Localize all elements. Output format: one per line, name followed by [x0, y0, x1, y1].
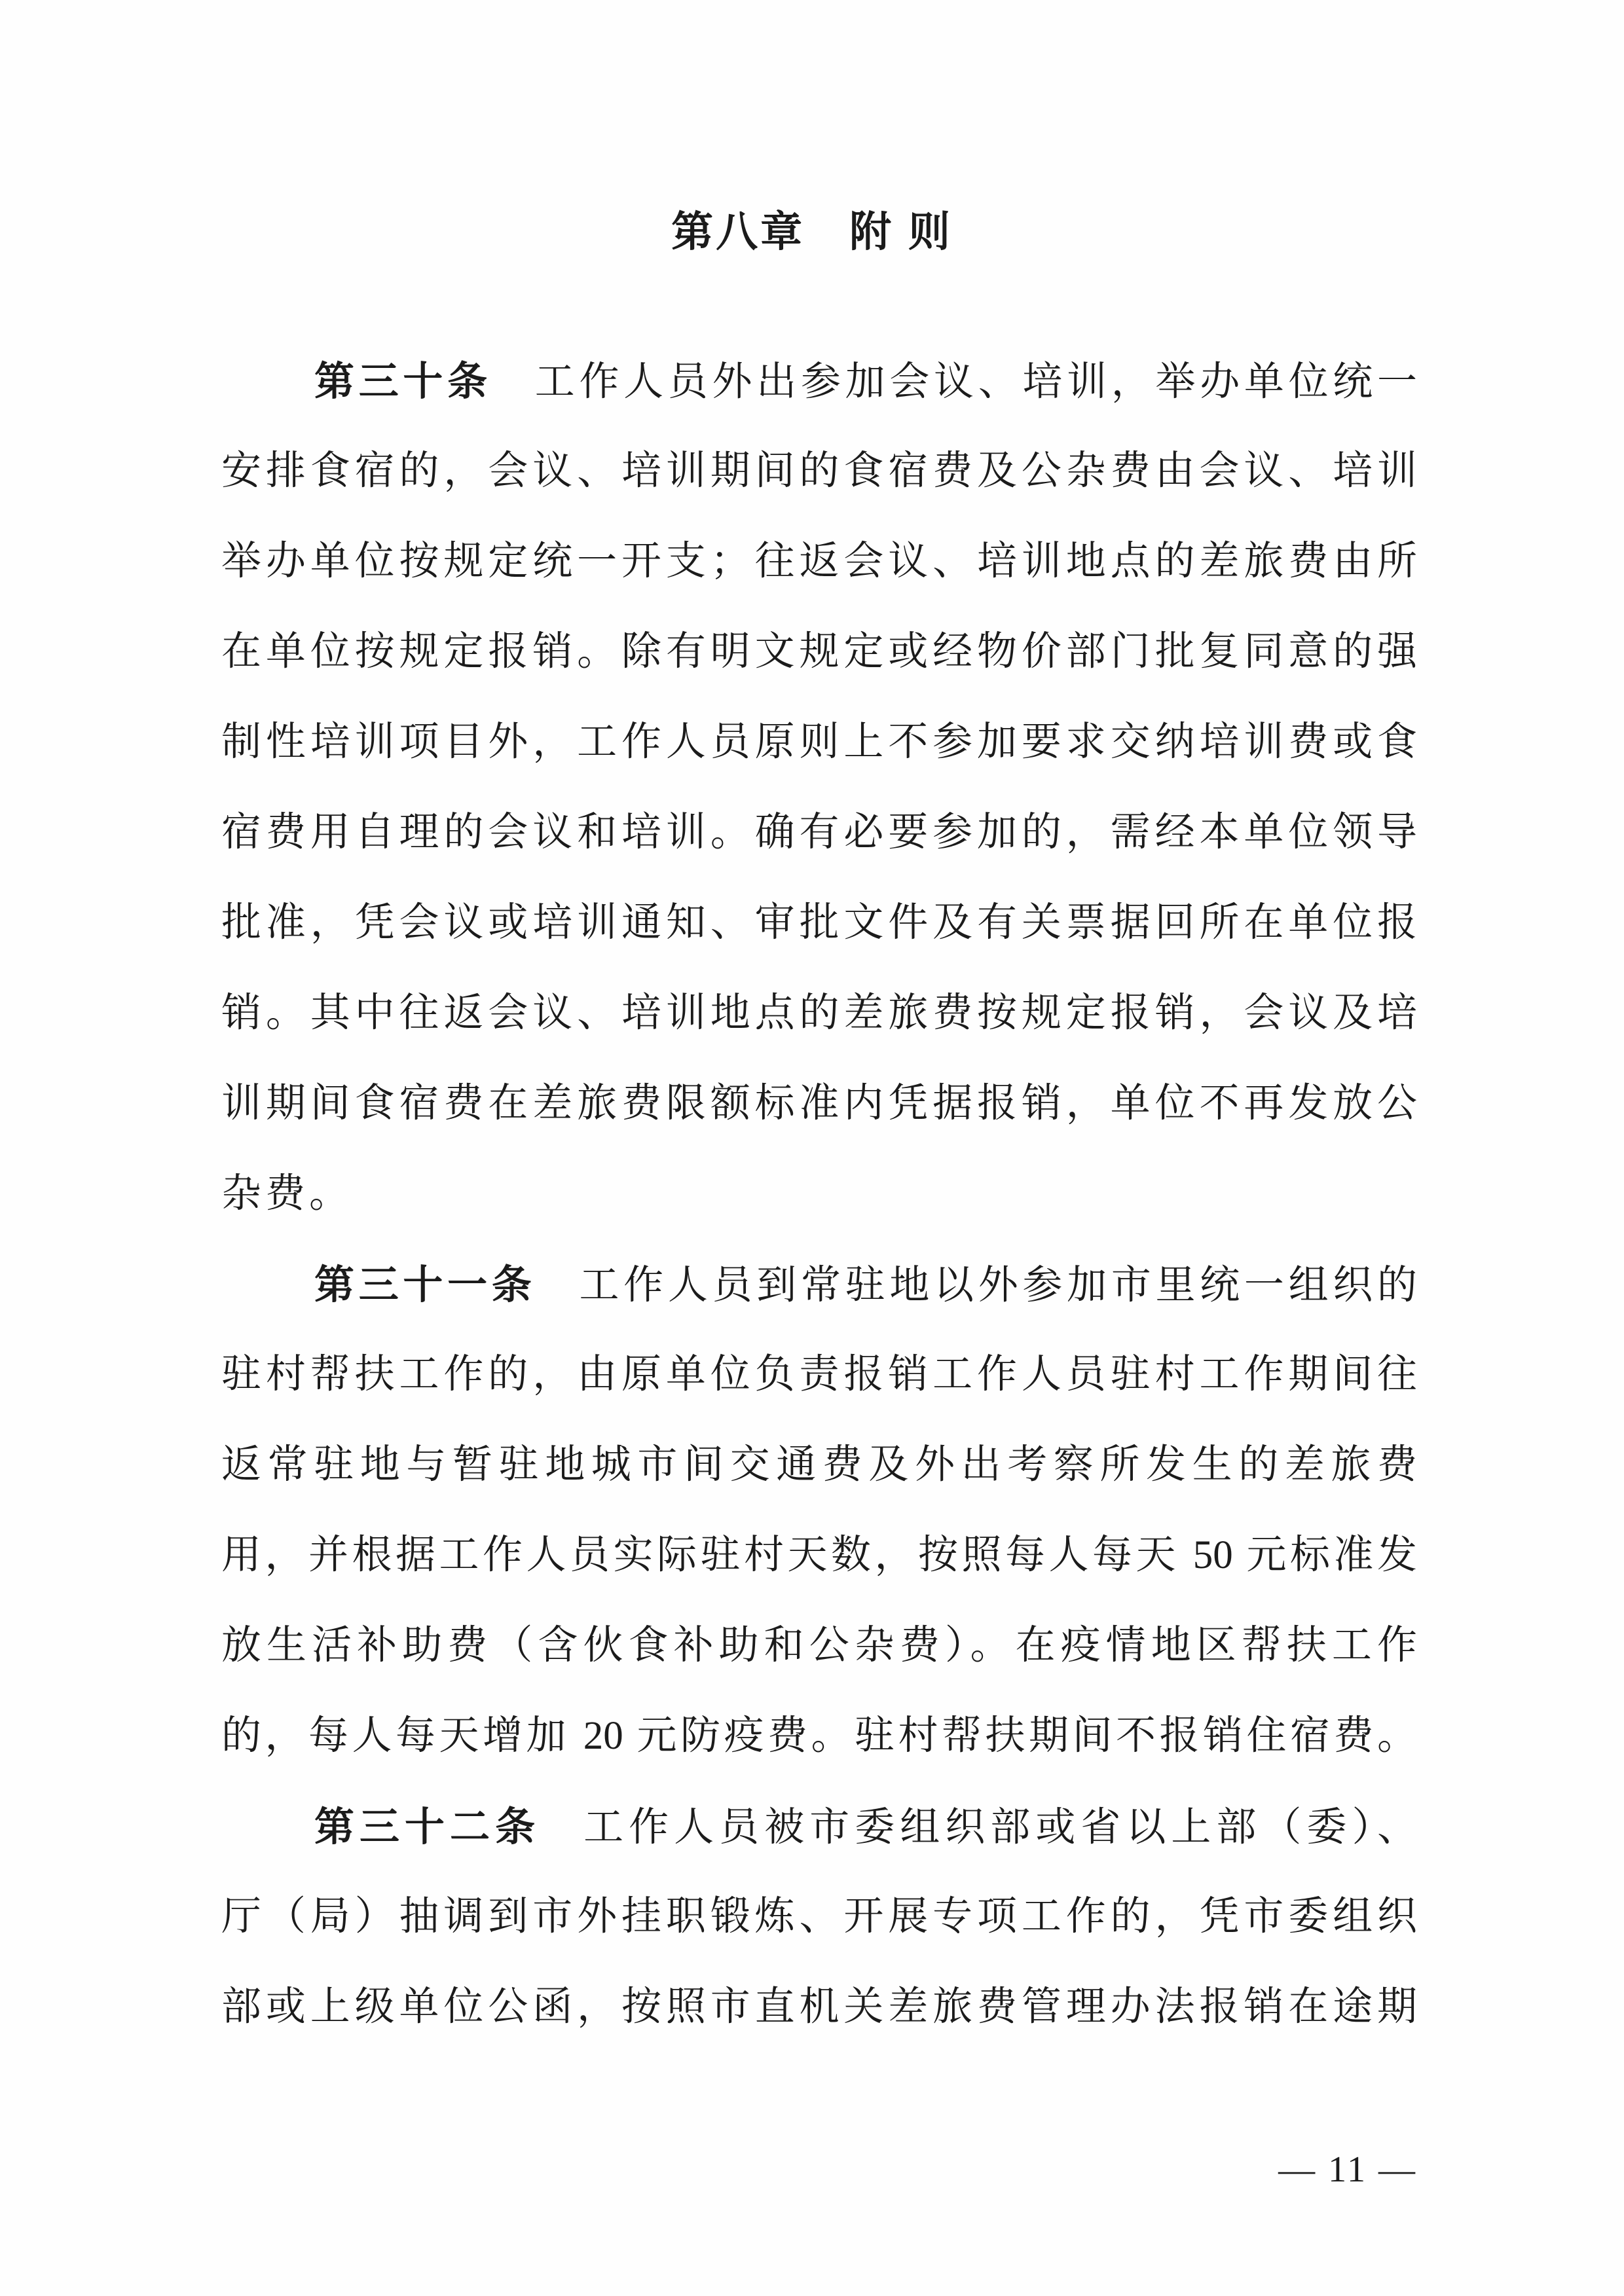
article-heading: 第三十条 [314, 359, 492, 403]
body-line: 部或上级单位公函，按照市直机关差旅费管理办法报销在途期 [221, 1985, 1417, 2029]
document-body [221, 336, 1417, 2052]
article-32 [221, 1781, 1417, 2052]
body-line: 安排食宿的，会议、培训期间的食宿费及公杂费由会议、培训 [221, 449, 1417, 493]
page-number: — 11 — [1278, 2149, 1417, 2190]
body-line: 返常驻地与暂驻地城市间交通费及外出考察所发生的差旅费 [221, 1443, 1417, 1487]
body-line: 杂费。 [221, 1172, 354, 1216]
article-first-line [221, 1239, 1417, 1330]
article-30 [221, 336, 1417, 1239]
body-line: 批准，凭会议或培训通知、审批文件及有关票据回所在单位报 [221, 901, 1417, 945]
article-first-line-text: 工作人员外出参加会议、培训，举办单位统一 [534, 360, 1417, 404]
chapter-title: 第八章 附 则 [671, 208, 953, 255]
article-first-line-text: 工作人员被市委组织部或省以上部（委）、 [583, 1806, 1417, 1850]
article-first-line-text: 工作人员到常驻地以外参加市里统一组织的 [579, 1264, 1417, 1307]
body-line: 用，并根据工作人员实际驻村天数，按照每人每天 50 元标准发 [221, 1533, 1417, 1577]
body-line: 制性培训项目外，工作人员原则上不参加要求交纳培训费或食 [221, 720, 1417, 764]
body-line: 在单位按规定报销。除有明文规定或经物价部门批复同意的强 [221, 630, 1417, 674]
body-line: 训期间食宿费在差旅费限额标准内凭据报销，单位不再发放公 [221, 1082, 1417, 1125]
article-first-line [221, 336, 1417, 426]
article-31 [221, 1239, 1417, 1781]
article-first-line [221, 1781, 1417, 1872]
article-heading: 第三十二条 [314, 1804, 541, 1849]
body-line: 放生活补助费（含伙食补助和公杂费）。在疫情地区帮扶工作 [221, 1624, 1417, 1667]
body-line: 驻村帮扶工作的，由原单位负责报销工作人员驻村工作期间往 [221, 1353, 1417, 1396]
body-line: 宿费用自理的会议和培训。确有必要参加的，需经本单位领导 [221, 811, 1417, 854]
body-line: 厅（局）抽调到市外挂职锻炼、开展专项工作的，凭市委组织 [221, 1895, 1417, 1939]
body-line: 销。其中往返会议、培训地点的差旅费按规定报销，会议及培 [221, 991, 1417, 1035]
article-heading: 第三十一条 [314, 1262, 536, 1307]
body-line: 举办单位按规定统一开支；往返会议、培训地点的差旅费由所 [221, 539, 1417, 583]
body-line: 的，每人每天增加 20 元防疫费。驻村帮扶期间不报销住宿费。 [221, 1714, 1417, 1758]
